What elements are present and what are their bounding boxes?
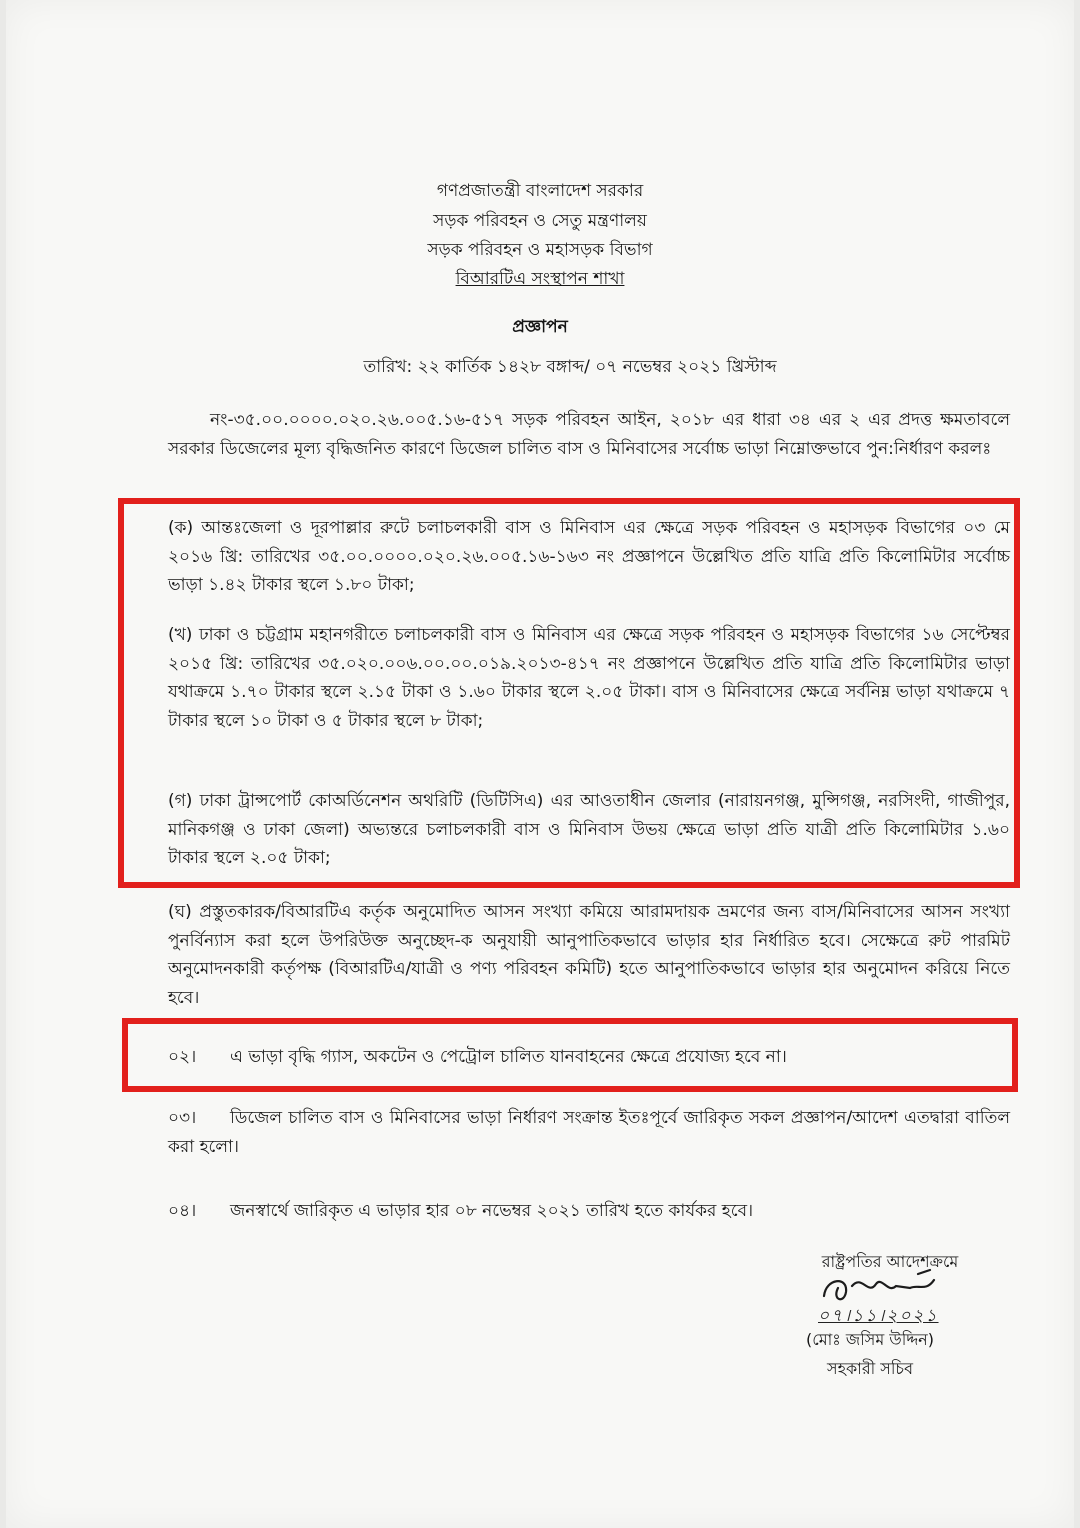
document-date: তারিখ: ২২ কার্তিক ১৪২৮ বঙ্গাব্দ/ ০৭ নভেম্বর ২০২১ খ্রিস্টাব্দ <box>363 357 777 377</box>
point-3-number: ০৩। <box>168 1108 197 1128</box>
point-3-text: ডিজেল চালিত বাস ও মিনিবাসের ভাড়া নির্ধারণ সংক্রান্ত ইতঃপূর্বে জারিকৃত সকল প্রজ্ঞাপন/আদেশ এতদ্বারা বাতিল করা হলো। <box>168 1108 1010 1157</box>
branch-name: বিআরটিএ সংস্থাপন শাখা <box>455 269 625 289</box>
govt-name: গণপ্রজাতন্ত্রী বাংলাদেশ সরকার <box>436 181 644 201</box>
document-title: প্রজ্ঞাপন <box>512 317 568 337</box>
clause-ka: (ক) আন্তঃজেলা ও দূরপাল্লার রুটে চলাচলকারী বাস ও মিনিবাস এর ক্ষেত্রে সড়ক পরিবহন ও মহাসড়ক বিভাগের ০৩ মে ২০১৬ খ্রি: তারিখের ৩৫.০০.০০০০.০২০.২৬.০০৫.১৬-১৬৩ নং প্রজ্ঞাপনে উল্লেখিত প্রতি যাত্রি প্রতি কিলোমিটার সর্বোচ্চ ভাড়া ১.৪২ টাকার স্থলে ১.৮০ টাকা; <box>168 518 1010 595</box>
point-4-number: ০৪। <box>168 1201 197 1221</box>
point-2-number: ০২। <box>168 1047 197 1067</box>
point-2-text: এ ভাড়া বৃদ্ধি গ্যাস, অকটেন ও পেট্রোল চালিত যানবাহনের ক্ষেত্রে প্রযোজ্য হবে না। <box>230 1047 787 1067</box>
division-name: সড়ক পরিবহন ও মহাসড়ক বিভাগ <box>427 240 653 260</box>
signatory-name: (মোঃ জসিম উদ্দিন) <box>806 1330 934 1349</box>
point-4 <box>168 1196 1010 1226</box>
clause-ga: (গ) ঢাকা ট্রান্সপোর্ট কোঅর্ডিনেশন অথরিটি (ডিটিসিএ) এর আওতাধীন জেলার (নারায়নগঞ্জ, মুন্সিগঞ্জ, নরসিংদী, গাজীপুর, মানিকগঞ্জ ও ঢাকা জেলা) অভ্যন্তরে চলাচলকারী বাস ও মিনিবাস উভয় ক্ষেত্রে ভাড়া প্রতি যাত্রী প্রতি কিলোমিটার ১.৬০ টাকার স্থলে ২.০৫ টাকা; <box>168 791 1010 868</box>
clause-gha: (ঘ) প্রস্তুতকারক/বিআরটিএ কর্তৃক অনুমোদিত আসন সংখ্যা কমিয়ে আরামদায়ক ভ্রমণের জন্য বাস/মিনিবাসের আসন সংখ্যা পুনর্বিন্যাস করা হলে উপরিউক্ত অনুচ্ছেদ-ক অনুযায়ী আনুপাতিকভাবে ভাড়ার হার নির্ধারিত হবে। সেক্ষেত্রে রুট পারমিট অনুমোদনকারী কর্তৃপক্ষ (বিআরটিএ/যাত্রী ও পণ্য পরিবহন কমিটি) হতে আনুপাতিকভাবে ভাড়ার হার অনুমোদন করিয়ে নিতে হবে। <box>168 902 1010 1008</box>
point-3 <box>168 1104 1010 1161</box>
point-2 <box>168 1042 1010 1072</box>
signatory-designation: সহকারী সচিব <box>827 1359 913 1378</box>
ministry-name: সড়ক পরিবহন ও সেতু মন্ত্রণালয় <box>433 211 647 231</box>
intro-paragraph: নং-৩৫.০০.০০০০.০২০.২৬.০০৫.১৬-৫১৭ সড়ক পরিবহন আইন, ২০১৮ এর ধারা ৩৪ এর ২ এর প্রদত্ত ক্ষমতাবলে সরকার ডিজেলের মূল্য বৃদ্ধিজনিত কারণে ডিজেল চালিত বাস ও মিনিবাসের সর্বোচ্চ ভাড়া নিম্নোক্তভাবে পুন:নির্ধারণ করলঃ <box>168 410 1010 459</box>
point-4-text: জনস্বার্থে জারিকৃত এ ভাড়ার হার ০৮ নভেম্বর ২০২১ তারিখ হতে কার্যকর হবে। <box>230 1201 754 1221</box>
order-line: রাষ্ট্রপতির আদেশক্রমে <box>821 1252 959 1271</box>
signature-date: ০৭।১১।২০২১ <box>818 1306 939 1326</box>
clause-kha: (খ) ঢাকা ও চট্টগ্রাম মহানগরীতে চলাচলকারী বাস ও মিনিবাস এর ক্ষেত্রে সড়ক পরিবহন ও মহাসড়ক বিভাগের ১৬ সেপ্টেম্বর ২০১৫ খ্রি: তারিখের ৩৫.০২০.০০৬.০০.০০.০১৯.২০১৩-৪১৭ নং প্রজ্ঞাপনে উল্লেখিত প্রতি যাত্রি প্রতি কিলোমিটার ভাড়া যথাক্রমে ১.৭০ টাকার স্থলে ২.১৫ টাকা ও ১.৬০ টাকার স্থলে ২.০৫ টাকা। বাস ও মিনিবাসের ক্ষেত্রে সর্বনিম্ন ভাড়া যথাক্রমে ৭ টাকার স্থলে ১০ টাকা ও ৫ টাকার স্থলে ৮ টাকা; <box>168 625 1010 731</box>
